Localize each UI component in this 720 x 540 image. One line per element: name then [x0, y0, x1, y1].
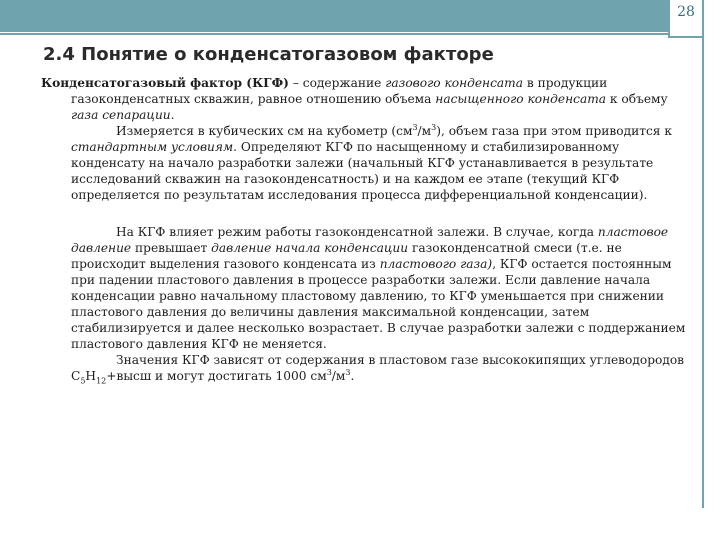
measurement-paragraph — [41, 123, 693, 203]
italic-term: газа сепарации — [71, 108, 171, 122]
text: ), объем газа при этом приводится к — [436, 124, 672, 138]
text: . Определяют КГФ по насыщенному и стабилизированному конденсату на начало разработки залежи (начальный КГФ устанавливается в результате исследований скважин на газоконденсатность) и на каждом ее этапе (текущий КГФ определяется по результатам исследования процесса дифференциальной конденсации). — [71, 140, 654, 202]
text: превышает — [131, 241, 212, 255]
text: в продукции газоконденсатных скважин, равное отношению объема — [71, 76, 608, 106]
text: /м — [417, 124, 432, 138]
text: к объему — [606, 92, 668, 106]
values-paragraph — [41, 352, 693, 384]
superscript: 3 — [345, 367, 351, 377]
paragraph-gap — [41, 203, 693, 224]
text: . — [350, 369, 355, 383]
superscript: 3 — [431, 122, 437, 132]
subscript: 12 — [96, 376, 107, 386]
defined-term: Конденсатогазовый фактор (КГФ) — [41, 76, 289, 90]
text: Н — [85, 369, 97, 383]
definition-paragraph — [41, 75, 693, 123]
superscript: 3 — [326, 367, 332, 377]
text: /м — [331, 369, 346, 383]
text: газоконденсатной смеси (т.е. не происходит выделения газового конденсата из — [71, 241, 622, 271]
text: Измеряется в кубических см на кубометр (см — [116, 124, 413, 138]
regime-paragraph — [41, 224, 693, 352]
italic-term: пластового газа) — [379, 257, 493, 271]
subscript: 5 — [80, 376, 86, 386]
italic-term: пластовое давление — [71, 225, 669, 255]
text: На КГФ влияет режим работы газоконденсатной залежи. В случае, когда — [116, 225, 598, 239]
superscript: 3 — [412, 122, 418, 132]
italic-term: давление начала конденсации — [211, 241, 409, 255]
slide-body — [41, 75, 693, 384]
italic-term: стандартным условиям — [71, 140, 234, 154]
right-border-rule — [702, 38, 704, 508]
header-band — [0, 0, 700, 32]
slide-title: 2.4 Понятие о конденсатогазовом факторе — [43, 44, 494, 65]
text: . — [170, 108, 175, 122]
header-rule — [0, 33, 700, 35]
text: и могут достигать 1000 см — [151, 369, 327, 383]
text: +высш — [106, 369, 152, 383]
page-number: 28 — [677, 4, 695, 20]
italic-term: насыщенного конденсата — [435, 92, 607, 106]
text: Значения КГФ зависят от содержания в пластовом газе высококипящих углеводородов С — [71, 353, 685, 383]
italic-term: газового конденсата — [385, 76, 523, 90]
text: – содержание — [288, 76, 386, 90]
text: , КГФ остается постоянным при падении пластового давления в процессе разработки залежи. Если давление начала конденсации равно начальному пластовому давлению, то КГФ уменьшается при снижении пластового давления до величины давления максимальной конденсации, затем стабилизируется и далее несколько возрастает. В случае разработки залежи с поддержанием пластового давления КГФ не меняется. — [71, 257, 686, 351]
